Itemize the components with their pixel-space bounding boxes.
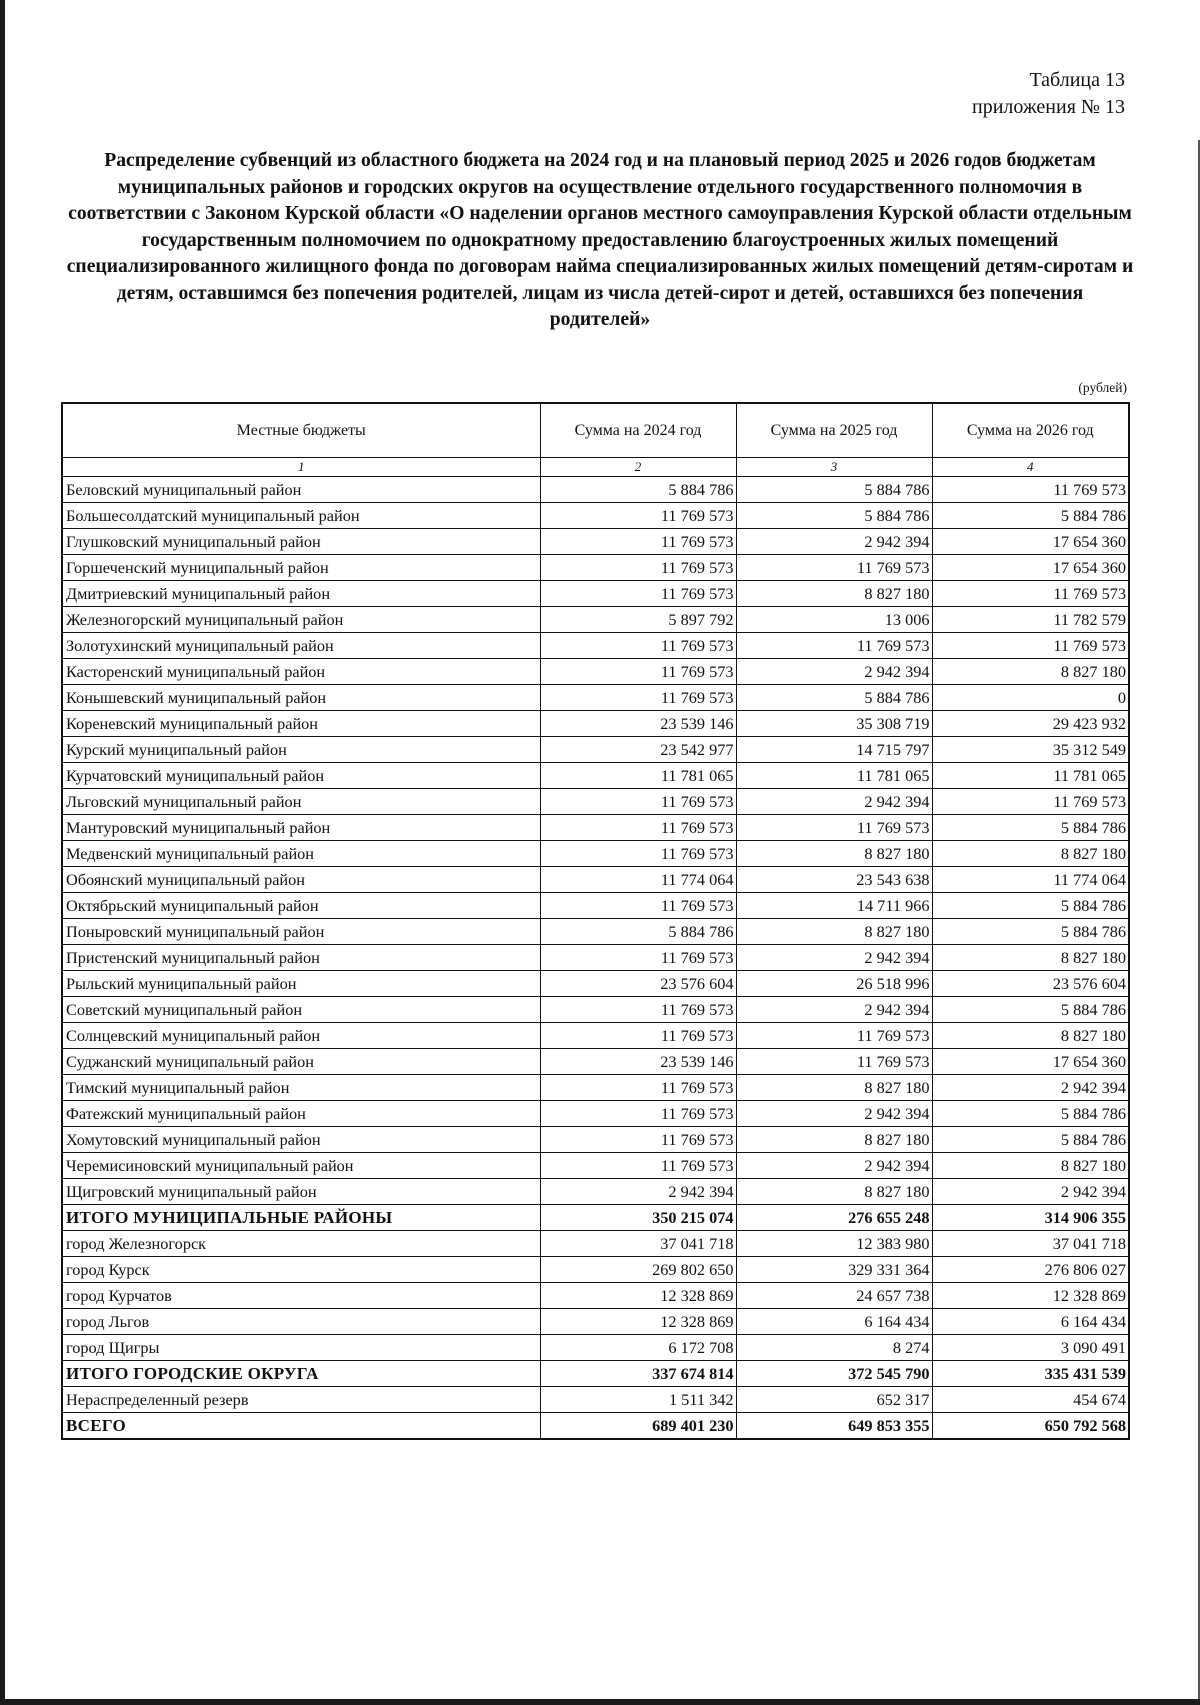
sum-2025-cell: 5 884 786 bbox=[736, 503, 932, 529]
table-row bbox=[62, 737, 1129, 763]
sum-2025-cell: 2 942 394 bbox=[736, 529, 932, 555]
sum-2025-cell: 8 827 180 bbox=[736, 1127, 932, 1153]
sum-2025-cell: 8 827 180 bbox=[736, 1075, 932, 1101]
table-header-row bbox=[62, 403, 1129, 458]
budget-name-cell: Глушковский муниципальный район bbox=[62, 529, 540, 555]
sum-2026-cell: 11 769 573 bbox=[932, 581, 1129, 607]
budget-name-cell: Пристенский муниципальный район bbox=[62, 945, 540, 971]
sum-2026-cell: 17 654 360 bbox=[932, 529, 1129, 555]
sum-2025-cell: 5 884 786 bbox=[736, 685, 932, 711]
sum-2025-cell: 372 545 790 bbox=[736, 1361, 932, 1387]
total-row bbox=[62, 1361, 1129, 1387]
sum-2024-cell: 23 542 977 bbox=[540, 737, 736, 763]
total-row bbox=[62, 1413, 1129, 1440]
sum-2024-cell: 11 769 573 bbox=[540, 659, 736, 685]
table-body bbox=[62, 477, 1129, 1440]
sum-2026-cell: 37 041 718 bbox=[932, 1231, 1129, 1257]
sum-2026-cell: 17 654 360 bbox=[932, 555, 1129, 581]
sum-2025-cell: 11 781 065 bbox=[736, 763, 932, 789]
table-caption bbox=[972, 67, 1125, 121]
table-row bbox=[62, 971, 1129, 997]
sum-2024-cell: 11 769 573 bbox=[540, 685, 736, 711]
table-row bbox=[62, 1231, 1129, 1257]
sum-2026-cell: 3 090 491 bbox=[932, 1335, 1129, 1361]
table-row bbox=[62, 1335, 1129, 1361]
budget-name-cell: Щигровский муниципальный район bbox=[62, 1179, 540, 1205]
sum-2024-cell: 11 774 064 bbox=[540, 867, 736, 893]
sum-2024-cell: 350 215 074 bbox=[540, 1205, 736, 1231]
table-row bbox=[62, 997, 1129, 1023]
sum-2024-cell: 11 769 573 bbox=[540, 893, 736, 919]
sum-2024-cell: 6 172 708 bbox=[540, 1335, 736, 1361]
budget-name-cell: Октябрьский муниципальный район bbox=[62, 893, 540, 919]
table-row bbox=[62, 503, 1129, 529]
table-row bbox=[62, 1101, 1129, 1127]
sum-2025-cell: 11 769 573 bbox=[736, 633, 932, 659]
budget-name-cell: Медвенский муниципальный район bbox=[62, 841, 540, 867]
sum-2026-cell: 5 884 786 bbox=[932, 815, 1129, 841]
sum-2026-cell: 8 827 180 bbox=[932, 1153, 1129, 1179]
sum-2024-cell: 23 576 604 bbox=[540, 971, 736, 997]
budget-name-cell: Суджанский муниципальный район bbox=[62, 1049, 540, 1075]
column-number: 4 bbox=[932, 458, 1129, 477]
sum-2025-cell: 26 518 996 bbox=[736, 971, 932, 997]
sum-2026-cell: 11 769 573 bbox=[932, 633, 1129, 659]
table-row bbox=[62, 1283, 1129, 1309]
table-row bbox=[62, 1127, 1129, 1153]
scan-bottom-edge bbox=[0, 1699, 1200, 1705]
sum-2026-cell: 11 774 064 bbox=[932, 867, 1129, 893]
sum-2024-cell: 11 769 573 bbox=[540, 529, 736, 555]
sum-2024-cell: 11 769 573 bbox=[540, 1127, 736, 1153]
table-row bbox=[62, 945, 1129, 971]
column-number-row bbox=[62, 458, 1129, 477]
budget-name-cell: Мантуровский муниципальный район bbox=[62, 815, 540, 841]
sum-2025-cell: 14 715 797 bbox=[736, 737, 932, 763]
sum-2026-cell: 11 782 579 bbox=[932, 607, 1129, 633]
sum-2024-cell: 12 328 869 bbox=[540, 1283, 736, 1309]
column-number: 1 bbox=[62, 458, 540, 477]
sum-2024-cell: 1 511 342 bbox=[540, 1387, 736, 1413]
scan-left-edge bbox=[0, 0, 5, 1705]
budget-name-cell: Обоянский муниципальный район bbox=[62, 867, 540, 893]
budget-name-cell: город Железногорск bbox=[62, 1231, 540, 1257]
table-row bbox=[62, 1049, 1129, 1075]
table-row bbox=[62, 685, 1129, 711]
sum-2024-cell: 11 769 573 bbox=[540, 1101, 736, 1127]
budget-name-cell: ВСЕГО bbox=[62, 1413, 540, 1440]
budget-name-cell: город Льгов bbox=[62, 1309, 540, 1335]
budget-name-cell: город Щигры bbox=[62, 1335, 540, 1361]
sum-2025-cell: 14 711 966 bbox=[736, 893, 932, 919]
sum-2026-cell: 5 884 786 bbox=[932, 997, 1129, 1023]
sum-2024-cell: 11 769 573 bbox=[540, 997, 736, 1023]
sum-2024-cell: 23 539 146 bbox=[540, 1049, 736, 1075]
budget-name-cell: Большесолдатский муниципальный район bbox=[62, 503, 540, 529]
budget-name-cell: Золотухинский муниципальный район bbox=[62, 633, 540, 659]
table-row bbox=[62, 633, 1129, 659]
table-row bbox=[62, 1179, 1129, 1205]
sum-2024-cell: 11 769 573 bbox=[540, 1075, 736, 1101]
sum-2025-cell: 8 274 bbox=[736, 1335, 932, 1361]
table-row bbox=[62, 893, 1129, 919]
table-row bbox=[62, 1309, 1129, 1335]
table-row bbox=[62, 1153, 1129, 1179]
sum-2026-cell: 11 781 065 bbox=[932, 763, 1129, 789]
sum-2026-cell: 29 423 932 bbox=[932, 711, 1129, 737]
table-row bbox=[62, 477, 1129, 503]
table-row bbox=[62, 1023, 1129, 1049]
budget-name-cell: Фатежский муниципальный район bbox=[62, 1101, 540, 1127]
sum-2024-cell: 11 769 573 bbox=[540, 633, 736, 659]
sum-2025-cell: 2 942 394 bbox=[736, 659, 932, 685]
sum-2025-cell: 23 543 638 bbox=[736, 867, 932, 893]
sum-2024-cell: 11 769 573 bbox=[540, 1153, 736, 1179]
table-row bbox=[62, 1257, 1129, 1283]
sum-2024-cell: 11 769 573 bbox=[540, 555, 736, 581]
table-row bbox=[62, 659, 1129, 685]
sum-2024-cell: 11 769 573 bbox=[540, 789, 736, 815]
table-row bbox=[62, 1075, 1129, 1101]
budget-name-cell: ИТОГО МУНИЦИПАЛЬНЫЕ РАЙОНЫ bbox=[62, 1205, 540, 1231]
budget-name-cell: Касторенский муниципальный район bbox=[62, 659, 540, 685]
sum-2025-cell: 24 657 738 bbox=[736, 1283, 932, 1309]
sum-2025-cell: 8 827 180 bbox=[736, 1179, 932, 1205]
budget-name-cell: Рыльский муниципальный район bbox=[62, 971, 540, 997]
sum-2024-cell: 12 328 869 bbox=[540, 1309, 736, 1335]
table-row bbox=[62, 581, 1129, 607]
sum-2025-cell: 11 769 573 bbox=[736, 815, 932, 841]
sum-2024-cell: 11 769 573 bbox=[540, 815, 736, 841]
sum-2025-cell: 652 317 bbox=[736, 1387, 932, 1413]
sum-2026-cell: 8 827 180 bbox=[932, 945, 1129, 971]
budget-name-cell: Кореневский муниципальный район bbox=[62, 711, 540, 737]
sum-2026-cell: 2 942 394 bbox=[932, 1179, 1129, 1205]
sum-2026-cell: 314 906 355 bbox=[932, 1205, 1129, 1231]
budget-name-cell: Курчатовский муниципальный район bbox=[62, 763, 540, 789]
sum-2026-cell: 17 654 360 bbox=[932, 1049, 1129, 1075]
sum-2026-cell: 8 827 180 bbox=[932, 659, 1129, 685]
budget-name-cell: ИТОГО ГОРОДСКИЕ ОКРУГА bbox=[62, 1361, 540, 1387]
sum-2025-cell: 12 383 980 bbox=[736, 1231, 932, 1257]
sum-2024-cell: 11 769 573 bbox=[540, 841, 736, 867]
column-number: 2 bbox=[540, 458, 736, 477]
sum-2025-cell: 11 769 573 bbox=[736, 1023, 932, 1049]
budget-name-cell: Курский муниципальный район bbox=[62, 737, 540, 763]
sum-2026-cell: 8 827 180 bbox=[932, 841, 1129, 867]
sum-2026-cell: 5 884 786 bbox=[932, 919, 1129, 945]
budget-name-cell: Дмитриевский муниципальный район bbox=[62, 581, 540, 607]
sum-2024-cell: 2 942 394 bbox=[540, 1179, 736, 1205]
budget-name-cell: Конышевский муниципальный район bbox=[62, 685, 540, 711]
sum-2025-cell: 8 827 180 bbox=[736, 919, 932, 945]
sum-2025-cell: 5 884 786 bbox=[736, 477, 932, 503]
sum-2024-cell: 23 539 146 bbox=[540, 711, 736, 737]
sum-2024-cell: 5 897 792 bbox=[540, 607, 736, 633]
sum-2026-cell: 5 884 786 bbox=[932, 893, 1129, 919]
header-sum-2025: Сумма на 2025 год bbox=[736, 403, 932, 458]
sum-2026-cell: 335 431 539 bbox=[932, 1361, 1129, 1387]
table-row bbox=[62, 529, 1129, 555]
sum-2025-cell: 8 827 180 bbox=[736, 581, 932, 607]
budget-name-cell: город Курчатов bbox=[62, 1283, 540, 1309]
sum-2025-cell: 6 164 434 bbox=[736, 1309, 932, 1335]
sum-2026-cell: 12 328 869 bbox=[932, 1283, 1129, 1309]
sum-2025-cell: 2 942 394 bbox=[736, 789, 932, 815]
table-row bbox=[62, 919, 1129, 945]
sum-2024-cell: 11 769 573 bbox=[540, 1023, 736, 1049]
sum-2026-cell: 11 769 573 bbox=[932, 477, 1129, 503]
column-number: 3 bbox=[736, 458, 932, 477]
sum-2025-cell: 2 942 394 bbox=[736, 945, 932, 971]
appendix-label: приложения № 13 bbox=[971, 96, 1125, 118]
budget-name-cell: Тимский муниципальный район bbox=[62, 1075, 540, 1101]
budget-name-cell: Нераспределенный резерв bbox=[62, 1387, 540, 1413]
budget-name-cell: Железногорский муниципальный район bbox=[62, 607, 540, 633]
budget-name-cell: город Курск bbox=[62, 1257, 540, 1283]
sum-2026-cell: 276 806 027 bbox=[932, 1257, 1129, 1283]
budget-name-cell: Беловский муниципальный район bbox=[62, 477, 540, 503]
budget-name-cell: Хомутовский муниципальный район bbox=[62, 1127, 540, 1153]
header-sum-2024: Сумма на 2024 год bbox=[540, 403, 736, 458]
sum-2025-cell: 8 827 180 bbox=[736, 841, 932, 867]
sum-2026-cell: 11 769 573 bbox=[932, 789, 1129, 815]
sum-2024-cell: 11 769 573 bbox=[540, 945, 736, 971]
budget-name-cell: Льговский муниципальный район bbox=[62, 789, 540, 815]
sum-2024-cell: 689 401 230 bbox=[540, 1413, 736, 1440]
budget-name-cell: Советский муниципальный район bbox=[62, 997, 540, 1023]
table-row bbox=[62, 867, 1129, 893]
sum-2026-cell: 2 942 394 bbox=[932, 1075, 1129, 1101]
sum-2024-cell: 11 769 573 bbox=[540, 503, 736, 529]
sum-2024-cell: 337 674 814 bbox=[540, 1361, 736, 1387]
sum-2025-cell: 2 942 394 bbox=[736, 1101, 932, 1127]
sum-2025-cell: 329 331 364 bbox=[736, 1257, 932, 1283]
sum-2024-cell: 269 802 650 bbox=[540, 1257, 736, 1283]
sum-2026-cell: 5 884 786 bbox=[932, 503, 1129, 529]
header-local-budgets: Местные бюджеты bbox=[62, 403, 540, 458]
table-row bbox=[62, 711, 1129, 737]
sum-2024-cell: 5 884 786 bbox=[540, 477, 736, 503]
sum-2026-cell: 23 576 604 bbox=[932, 971, 1129, 997]
sum-2026-cell: 35 312 549 bbox=[932, 737, 1129, 763]
units-label: (рублей) bbox=[1078, 380, 1127, 395]
sum-2026-cell: 6 164 434 bbox=[932, 1309, 1129, 1335]
sum-2025-cell: 2 942 394 bbox=[736, 1153, 932, 1179]
header-sum-2026: Сумма на 2026 год bbox=[932, 403, 1129, 458]
table-row bbox=[62, 763, 1129, 789]
sum-2026-cell: 454 674 bbox=[932, 1387, 1129, 1413]
sum-2025-cell: 11 769 573 bbox=[736, 555, 932, 581]
table-number: Таблица 13 bbox=[1029, 69, 1125, 91]
table-row bbox=[62, 841, 1129, 867]
sum-2024-cell: 37 041 718 bbox=[540, 1231, 736, 1257]
sum-2026-cell: 8 827 180 bbox=[932, 1023, 1129, 1049]
budget-name-cell: Поныровский муниципальный район bbox=[62, 919, 540, 945]
table-row bbox=[62, 815, 1129, 841]
sum-2025-cell: 2 942 394 bbox=[736, 997, 932, 1023]
table-row bbox=[62, 789, 1129, 815]
sum-2024-cell: 11 769 573 bbox=[540, 581, 736, 607]
sum-2025-cell: 276 655 248 bbox=[736, 1205, 932, 1231]
sum-2025-cell: 649 853 355 bbox=[736, 1413, 932, 1440]
table-row bbox=[62, 1387, 1129, 1413]
budget-name-cell: Горшеченский муниципальный район bbox=[62, 555, 540, 581]
sum-2026-cell: 5 884 786 bbox=[932, 1101, 1129, 1127]
table-row bbox=[62, 607, 1129, 633]
sum-2025-cell: 13 006 bbox=[736, 607, 932, 633]
budget-name-cell: Черемисиновский муниципальный район bbox=[62, 1153, 540, 1179]
sum-2025-cell: 11 769 573 bbox=[736, 1049, 932, 1075]
sum-2026-cell: 0 bbox=[932, 685, 1129, 711]
sum-2026-cell: 650 792 568 bbox=[932, 1413, 1129, 1440]
table-row bbox=[62, 555, 1129, 581]
budget-name-cell: Солнцевский муниципальный район bbox=[62, 1023, 540, 1049]
sum-2025-cell: 35 308 719 bbox=[736, 711, 932, 737]
sum-2024-cell: 11 781 065 bbox=[540, 763, 736, 789]
total-row bbox=[62, 1205, 1129, 1231]
document-title: Распределение субвенций из областного бюджета на 2024 год и на плановый период 2025 и 2026 годов бюджетам муниципальных районов и городских округов на осуществление отдельного государственного полномочия в соответствии с Законом Курской области «О наделении органов местного самоуправления Курской области отдельным государственным полномочием по однократному предоставлению благоустроенных жилых помещений специализированного жилищного фонда по договорам найма специализированных жилых помещений детям-сиротам и детям, оставшимся без попечения родителей, лицам из числа детей-сирот и детей, оставшихся без попечения родителей» bbox=[66, 150, 1134, 330]
subvention-table bbox=[61, 402, 1130, 1440]
sum-2024-cell: 5 884 786 bbox=[540, 919, 736, 945]
sum-2026-cell: 5 884 786 bbox=[932, 1127, 1129, 1153]
